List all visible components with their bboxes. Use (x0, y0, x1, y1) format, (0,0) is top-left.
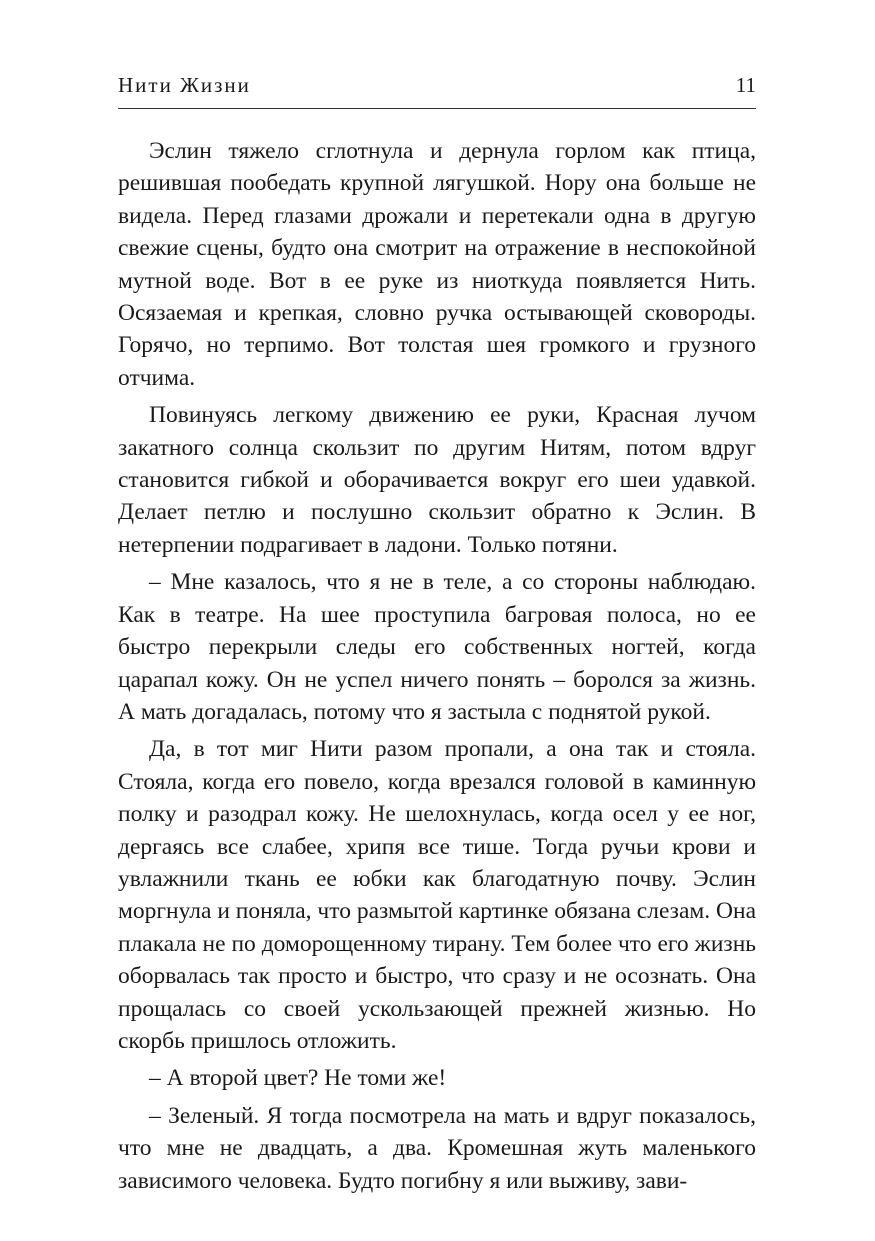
body-text (118, 135, 756, 1202)
paragraph-3: – Мне казалось, что я не в теле, а со стороны наблюдаю. Как в театре. На шее проступила багровая полоса, но ее быстро перекрыли следы его собственных ногтей, когда царапал кожу. Он не успел ничего понять – боролся за жизнь. А мать догадалась, потому что я застыла с поднятой рукой. (118, 569, 756, 725)
running-head (118, 70, 756, 100)
page-number: 11 (735, 73, 756, 97)
paragraph-4: Да, в тот миг Нити разом пропали, а она так и стояла. Стояла, когда его повело, когда врезался головой в каминную полку и разодрал кожу. Не шелохнулась, когда осел у ее ног, дергаясь все слабее, хрипя все тише. Тогда ручьи крови и увлажнили ткань ее юбки как благодатную почву. Эслин моргнула и поняла, что размытой картинке обязана слезам. Она плакала не по доморощенному тирану. Тем более что его жизнь оборвалась так просто и быстро, что сразу и не осознать. Она прощалась со своей ускользающей прежней жизнью. Но скорбь пришлось отложить. (118, 736, 756, 1054)
paragraph-6: – Зеленый. Я тогда посмотрела на мать и вдруг показалось, что мне не двадцать, а два. Кромешная жуть маленького зависимого человека. Будто погибну я или выживу, зави- (118, 1102, 756, 1194)
running-title: Нити Жизни (118, 73, 251, 97)
paragraph-1: Эслин тяжело сглотнула и дернула горлом как птица, решившая пообедать крупной лягушкой. Нору она больше не видела. Перед глазами дрожали и перетекали одна в другую свежие сцены, будто она смотрит на отражение в неспокойной мутной воде. Вот в ее руке из ниоткуда появляется Нить. Осязаемая и крепкая, словно ручка остывающей сковороды. Горячо, но терпимо. Вот толстая шея громкого и грузного отчима. (118, 138, 756, 391)
paragraph-5: – А второй цвет? Не томи же! (149, 1065, 447, 1092)
header-rule (118, 108, 756, 109)
paragraph-2: Повинуясь легкому движению ее руки, Красная лучом закатного солнца скользит по другим Нитям, потом вдруг становится гибкой и оборачивается вокруг его шеи удавкой. Делает петлю и послушно скользит обратно к Эслин. В нетерпении подрагивает в ладони. Только потяни. (118, 402, 756, 558)
